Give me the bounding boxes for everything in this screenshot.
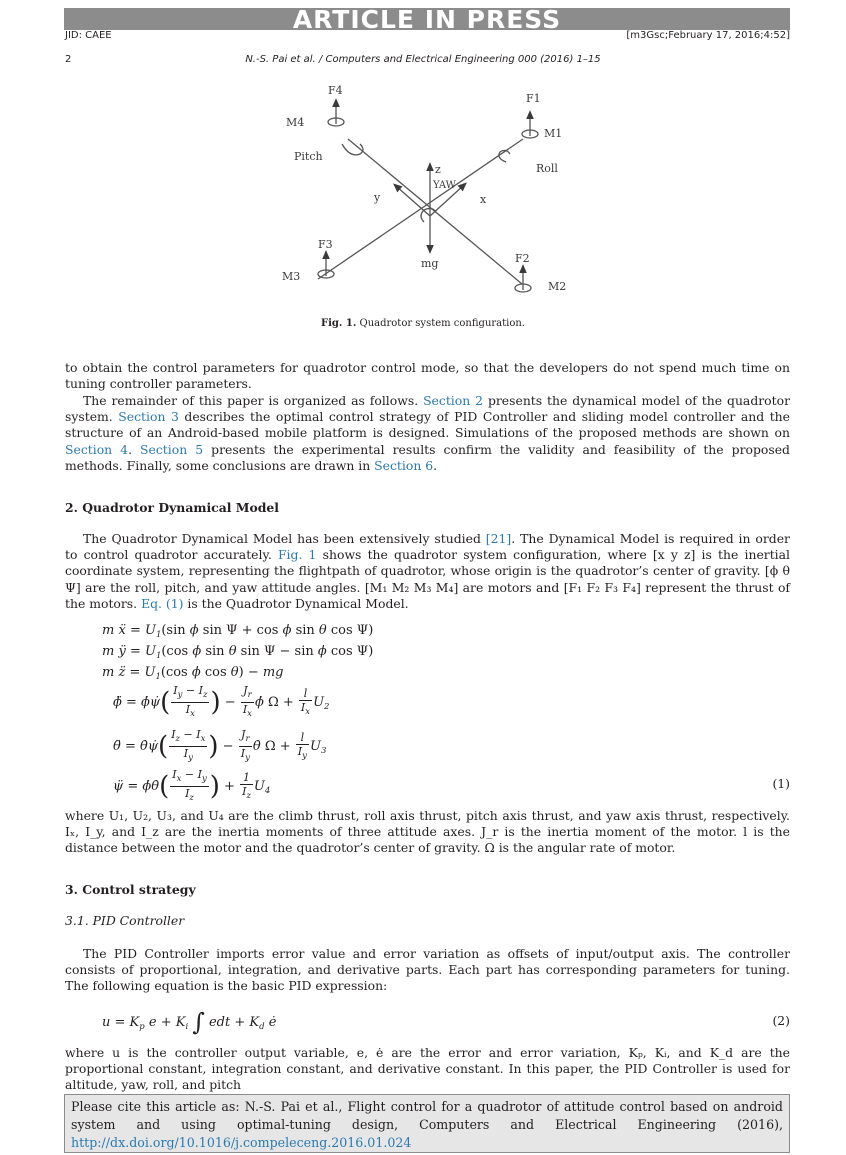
equation-1-line-1: m ẍ = $U_1(\sin$ ϕ sin Ψ + cos ϕ sin θ cos Ψ) (102, 623, 374, 640)
page-number: 2 (65, 54, 72, 65)
paragraph-variable-definitions: where U₁, U₂, U₃, and U₄ are the climb thrust, roll axis thrust, pitch axis thrust, and yaw axis thrust, respectively. Iₓ, I_y, and I_z are the inertia moments of three attitude axes. J_r is the inertia moment of the motor. l is the distance between the motor and the quadrotor’s center of gravity. Ω is the angular rate of motor. (65, 808, 790, 856)
figure-caption-text: Quadrotor system configuration. (359, 318, 525, 329)
y-axis-arrow (396, 186, 430, 216)
label-f4: F4 (328, 84, 343, 97)
label-x: x (480, 193, 487, 206)
equation-2: $u = K_p$ $e + K_i$ ∫ edt + $K_d$ ė (102, 1008, 277, 1036)
link-fig-1[interactable]: Fig. 1 (277, 547, 317, 563)
equation-1-line-3: m z̈ = $U_1(\cos$ ϕ cos θ) − mg (102, 665, 284, 682)
figure-caption (0, 318, 846, 329)
link-section-3[interactable]: Section 3 (118, 409, 179, 425)
section-2-heading: 2. Quadrotor Dynamical Model (65, 500, 279, 515)
figure-caption-label: Fig. 1. (321, 318, 357, 329)
journal-id: JID: CAEE (65, 30, 112, 41)
link-section-4[interactable]: Section 4 (65, 441, 129, 457)
label-pitch: Pitch (294, 150, 323, 163)
label-z: z (435, 163, 441, 176)
running-head: N.-S. Pai et al. / Computers and Electrical Engineering 000 (2016) 1–15 (245, 54, 601, 65)
paragraph-pid-variables: where u is the controller output variable, e, ė are the error and error variation, Kₚ, Kᵢ, and K_d are the proportional constant, integration constant, and derivative constant. In this paper, the PID Controller is used for altitude, yaw, roll, and pitch (65, 1045, 790, 1093)
link-section-2[interactable]: Section 2 (423, 393, 484, 408)
equation-1-line-2: m ÿ = $U_1(\cos$ ϕ sin θ sin Ψ − sin ϕ cos Ψ) (102, 644, 374, 661)
label-roll: Roll (536, 162, 558, 175)
build-stamp: [m3Gsc;February 17, 2016;4:52] (626, 30, 790, 41)
link-eq-1[interactable]: Eq. (1) (141, 595, 184, 611)
label-f2: F2 (515, 252, 530, 265)
label-y: y (374, 191, 381, 204)
link-section-5[interactable]: Section 5 (140, 441, 204, 457)
label-yaw: YAW (433, 180, 456, 191)
link-ref-21[interactable]: [21] (485, 531, 512, 546)
paragraph-dynamical-model: The Quadrotor Dynamical Model has been extensively studied [21]. The Dynamical Model is required in order to control quadrotor accurately. Fig. 1 shows the quadrotor system configuration, where [x y z] is the inertial coordinate system, representing the flightpath of quadrotor, whose origin is the quadrotor’s center of gravity. [ϕ θ Ψ] are the roll, pitch, and yaw attitude angles. [M₁ M₂ M₃ M₄] are motors and [F₁ F₂ F₃ F₄] represent the thrust of the motors. Eq. (1) is the Quadrotor Dynamical Model. (65, 531, 790, 611)
equation-1-line-5: θ̈ = θ̇ψ̇( $\frac{I_z - I_x}{I_y}$ ) − $\frac{J_r}{I_y}$ θ̇ Ω + $\frac{l}{I_y}$ $U_3$ (113, 728, 327, 763)
label-mg: mg (421, 257, 439, 270)
paragraph-pid-intro: The PID Controller imports error value and error variation as offsets of input/output axis. The controller consists of proportional, integration, and derivative parts. Each part has corresponding parameters for tuning. The following equation is the basic PID expression: (65, 946, 790, 994)
label-f1: F1 (526, 92, 541, 105)
citation-box (64, 1094, 790, 1153)
equation-1-line-4: ϕ̈ = ϕ̇ψ̇( $\frac{I_y - I_z}{I_x}$ ) − $\frac{J_r}{I_x}$ ϕ̇ Ω + $\frac{l}{I_x}$ $U_2$ (113, 684, 330, 719)
label-m1: M1 (544, 127, 563, 140)
label-m3: M3 (282, 270, 301, 283)
paragraph-intro-end: to obtain the control parameters for quadrotor control mode, so that the developers do not spend much time on tuning controller parameters. (65, 360, 790, 392)
label-m4: M4 (286, 116, 305, 129)
quadrotor-figure (280, 84, 580, 306)
paragraph-organization: The remainder of this paper is organized as follows. Section 2 presents the dynamical model of the quadrotor system. Section 3 describes the optimal control strategy of PID Controller and sliding model controller and the structure of an Android-based mobile platform is designed. Simulations of the proposed methods are shown on Section 4. Section 5 presents the experimental results confirm the validity and feasibility of the proposed methods. Finally, some conclusions are drawn in Section 6. (65, 393, 790, 473)
section-3-heading: 3. Control strategy (65, 882, 196, 897)
article-in-press-banner: ARTICLE IN PRESS (64, 8, 790, 30)
link-section-6[interactable]: Section 6 (374, 457, 434, 473)
section-3-1-heading: 3.1. PID Controller (65, 913, 185, 928)
equation-1-line-6: ψ̈ = ϕ̇θ̇( $\frac{I_x - I_y}{I_z}$ ) + $\frac{1}{I_z}$ $U_4$ (113, 768, 271, 803)
citation-doi-link[interactable]: http://dx.doi.org/10.1016/j.compeleceng.2016.01.024 (71, 1135, 412, 1150)
equation-1-number: (1) (772, 776, 790, 791)
label-f3: F3 (318, 238, 333, 251)
label-m2: M2 (548, 280, 567, 293)
citation-text: Please cite this article as: N.-S. Pai et al., Flight control for a quadrotor of attitude control based on android system and using optimal-tuning design, Computers and Electrical Engineering (2016), (71, 1099, 783, 1132)
equation-2-number: (2) (772, 1013, 790, 1028)
